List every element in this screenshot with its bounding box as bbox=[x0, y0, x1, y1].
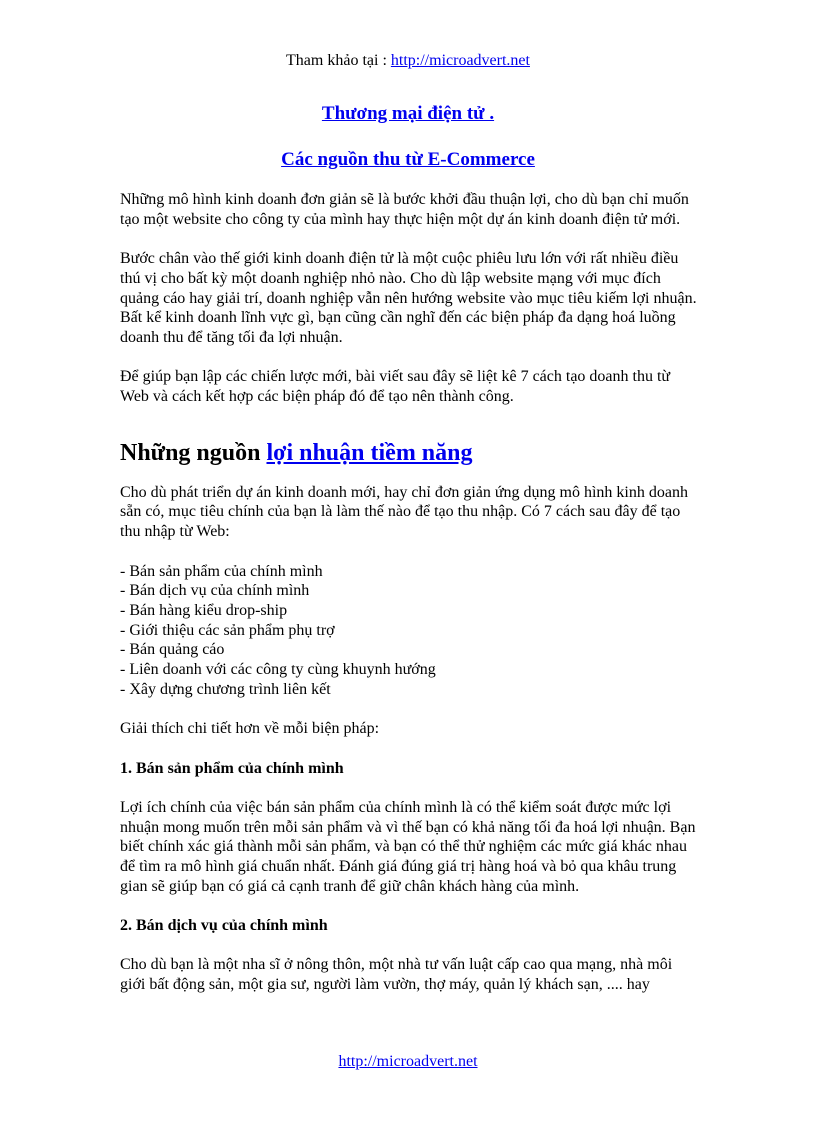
list-item: - Bán dịch vụ của chính mình bbox=[120, 582, 310, 600]
intro-paragraph-2: Bước chân vào thế giới kinh doanh điện tử là một cuộc phiêu lưu lớn với rất nhiều điều thú vị cho bất kỳ một doanh nghiệp nhỏ nào. Cho dù lập website mạng với mục đích quảng cáo hay giải trí, doanh nghiệp vẫn nên hướng website vào mục tiêu kiếm lợi nhuận. Bất kể kinh doanh lĩnh vực gì, bạn cũng cần nghĩ đến các biện pháp đa dạng hoá luồng doanh thu để tăng tối đa lợi nhuận. bbox=[120, 250, 697, 346]
document-title bbox=[0, 103, 816, 125]
list-item: - Bán sản phẩm của chính mình bbox=[120, 562, 323, 580]
explain-line: Giải thích chi tiết hơn về mỗi biện pháp: bbox=[120, 720, 380, 738]
subtitle-link[interactable]: Các nguồn thu từ E-Commerce bbox=[281, 149, 535, 170]
list-item: - Bán hàng kiểu drop-ship bbox=[120, 601, 288, 619]
subsection-heading-1: 1. Bán sản phẩm của chính mình bbox=[120, 759, 344, 777]
header-prefix: Tham khảo tại : bbox=[286, 52, 391, 69]
subsection-text-2: Cho dù bạn là một nha sĩ ở nông thôn, một nhà tư vấn luật cấp cao qua mạng, nhà môi giới bất động sản, một gia sư, người làm vườn, thợ máy, quản lý khách sạn, .... hay bbox=[120, 956, 673, 994]
title-link[interactable]: Thương mại điện tử . bbox=[321, 103, 495, 124]
list-item: - Giới thiệu các sản phẩm phụ trợ bbox=[120, 621, 335, 639]
section-intro: Cho dù phát triển dự án kinh doanh mới, hay chỉ đơn giản ứng dụng mô hình kinh doanh sẵn có, mục tiêu chính của bạn là làm thế nào để tạo thu nhập. Có 7 cách sau đây để tạo thu nhập từ Web: bbox=[120, 483, 688, 541]
list-item: - Xây dựng chương trình liên kết bbox=[120, 680, 331, 698]
page-footer bbox=[0, 1053, 816, 1071]
page-header bbox=[0, 52, 816, 70]
method-list bbox=[120, 562, 700, 700]
list-item: - Bán quảng cáo bbox=[120, 641, 225, 659]
section-heading bbox=[120, 438, 700, 468]
header-link[interactable]: http://microadvert.net bbox=[390, 52, 530, 69]
intro-paragraph-1: Những mô hình kinh doanh đơn giản sẽ là bước khởi đầu thuận lợi, cho dù bạn chỉ muốn tạo một website cho công ty của mình hay thực hiện một dự án kinh doanh điện tử mới. bbox=[120, 191, 689, 228]
subsection-heading-2: 2. Bán dịch vụ của chính mình bbox=[120, 917, 328, 935]
intro-paragraph-3: Để giúp bạn lập các chiến lược mới, bài viết sau đây sẽ liệt kê 7 cách tạo doanh thu từ Web và cách kết hợp các biện pháp đó để tạo nên thành công. bbox=[120, 368, 671, 405]
document-subtitle bbox=[0, 149, 816, 171]
footer-link[interactable]: http://microadvert.net bbox=[338, 1053, 478, 1070]
article-body bbox=[120, 190, 700, 1015]
section-heading-prefix: Những nguồn bbox=[120, 439, 267, 466]
section-heading-link[interactable]: lợi nhuận tiềm năng bbox=[266, 439, 473, 466]
list-item: - Liên doanh với các công ty cùng khuynh hướng bbox=[120, 661, 436, 679]
subsection-text-1: Lợi ích chính của việc bán sản phẩm của chính mình là có thể kiểm soát được mức lợi nhuận mong muốn trên mỗi sản phẩm và vì thế bạn có khả năng tối đa hoá lợi nhuận. Bạn biết chính xác giá thành mỗi sản phẩm, và bạn có thể thử nghiệm các mức giá khác nhau để tìm ra mô hình giá chuẩn nhất. Đánh giá đúng giá trị hàng hoá và bỏ qua khâu trung gian sẽ giúp bạn có giá cả cạnh tranh để giữ chân khách hàng của mình. bbox=[120, 798, 696, 895]
